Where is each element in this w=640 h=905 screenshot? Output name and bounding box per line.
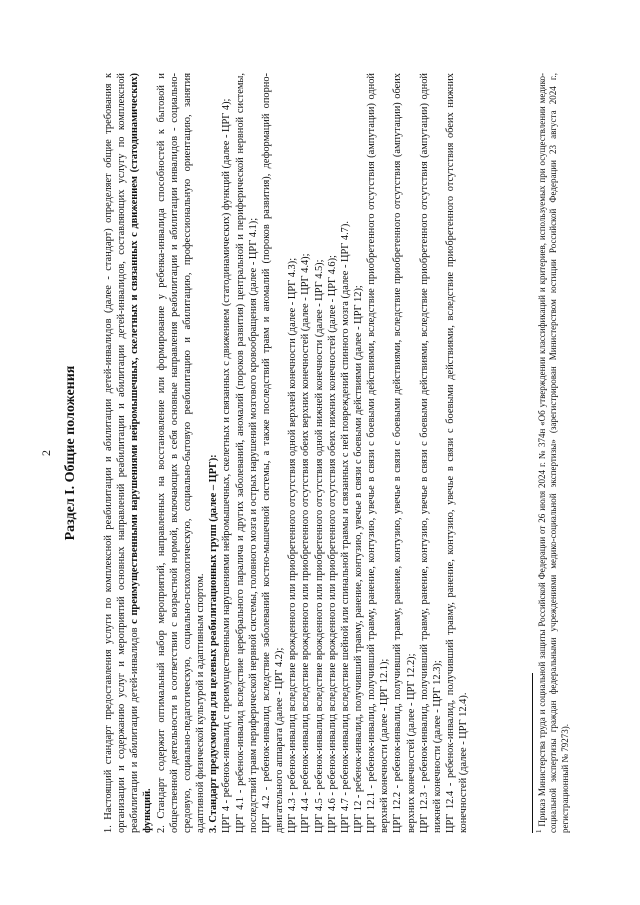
paragraph-1 xyxy=(102,73,155,833)
document-body xyxy=(102,73,470,833)
crg-12: ЦРГ 12 - ребенок-инвалид, получивший травму, ранение, контузию, увечье в связи с боевыми действиями (далее - ЦРГ 12); xyxy=(352,284,364,833)
rotated-sheet xyxy=(40,43,600,863)
crg-4-6: ЦРГ 4.6 - ребенок-инвалид вследствие врожденного или приобретенного отсутствия обеих нижних конечностей (далее - ЦРГ 4.6); xyxy=(326,254,338,833)
crg-12-4: ЦРГ 12.4 - ребенок-инвалид, получивший травму, ранение, контузию, увечье в связи с боевыми действиями, вследствие приобретенного отсутствия обеих нижних конечностей (далее - ЦРГ 12.4). xyxy=(445,72,470,833)
crg-12-3: ЦРГ 12.3 - ребенок-инвалид, получивший травму, ранение, контузию, увечье в связи с боевыми действиями, вследствие приобретенного отсутствия (ампутации) одной нижней конечности (далее - ЦРГ 12.3); xyxy=(418,72,443,833)
crg-4-7: ЦРГ 4.7 - ребенок-инвалид вследствие шейной или спинальной травмы и связанных с ней повреждений спинного мозга (далее - ЦРГ 4.7). xyxy=(339,220,351,833)
paragraph-1-text: 1. Настоящий стандарт предоставления услуги по комплексной реабилитации и абилитации детей-инвалидов (далее - стандарт) определяет общие требования к организации и содержанию услуг и мероприятий основных направлений реабилитации и абилитации детей-инвалидов, составляющих услугу по комплексной реабилитации и абилитации детей-инвалидов xyxy=(103,72,141,833)
paragraph-1-bold: с преимущественными нарушениями нейромышечных, скелетных и связанных с движением (статодинамических) функций. xyxy=(129,72,154,833)
paragraph-3: 3. Стандарт предусмотрен для целевых реабилитационных групп (далее – ЦРГ): xyxy=(208,453,220,833)
paragraph-2: 2. Стандарт содержит оптимальный набор мероприятий, направленных на восстановление или формирование у ребенка-инвалида способностей к бытовой и общественной деятельности в соответствии с возрастной нормой, включающих в себя основные направления реабилитации и абилитации инвалидов - социально-средовую, социально-педагогическую, социально-психологическую, социально-бытовую реабилитацию и абилитацию, профессиональную ориентацию, занятия адаптивной физической культурой и адаптивным спортом. xyxy=(155,72,207,833)
crg-4-3: ЦРГ 4.3 - ребенок-инвалид вследствие врожденного или приобретенного отсутствия одной верхней конечности (далее - ЦРГ 4.3); xyxy=(287,257,299,833)
crg-4-1: ЦРГ 4.1 - ребенок-инвалид вследствие церебрального паралича и других заболеваний, аномалий (пороков развития) центральной и периферической нервной системы, последствий травм периферической нервной системы, головного мозга и острых нарушений мозгового кровообращения (далее - ЦРГ 4.1); xyxy=(234,72,259,833)
section-title: Раздел I. Общие положения xyxy=(63,365,78,540)
footnote xyxy=(537,73,571,833)
footnote-marker: 1 xyxy=(535,829,543,833)
crg-4-2: ЦРГ 4.2 - ребенок-инвалид вследствие заболеваний костно-мышечной системы, а также последствий травм и аномалий (пороков развития), деформаций опорно-двигательного аппарата (далее - ЦРГ 4.2); xyxy=(260,72,286,833)
crg-4-5: ЦРГ 4.5 - ребенок-инвалид вследствие врожденного или приобретенного отсутствия одной нижней конечности (далее - ЦРГ 4.5); xyxy=(313,258,325,833)
footnote-text: Приказ Министерства труда и социальной защиты Российской Федерации от 26 июля 2024 г. № 374н «Об утверждении классификаций и критериев, используемых при осуществлении медико-социальной экспертизы граждан федеральными учреждениями медико-социальной экспертизы» (зарегистрирован Министерством юстиции Российской Федерации 23 августа 2024 г., регистрационный № 79273). xyxy=(537,72,570,833)
page-number: 2 xyxy=(39,449,53,456)
crg-4: ЦРГ 4 - ребенок-инвалид с преимущественными нарушениями нейромышечных, скелетных и связанных с движением (статодинамических) функций (далее - ЦРГ 4); xyxy=(221,98,233,833)
crg-4-4: ЦРГ 4.4 - ребенок-инвалид вследствие врожденного или приобретенного отсутствия обеих верхних конечностей (далее - ЦРГ 4.4); xyxy=(300,253,312,833)
crg-12-2: ЦРГ 12.2 - ребенок-инвалид, получивший травму, ранение, контузию, увечье в связи с боевыми действиями, вследствие приобретенного отсутствия (ампутации) обеих верхних конечностей (далее - ЦРГ 12.2); xyxy=(392,72,417,833)
footnote-divider xyxy=(532,673,533,833)
crg-12-1: ЦРГ 12.1 - ребенок-инвалид, получивший травму, ранение, контузию, увечье в связи с боевыми действиями, вследствие приобретенного отсутствия (ампутации) одной верхней конечности (далее - ЦРГ 12.1); xyxy=(366,72,391,833)
